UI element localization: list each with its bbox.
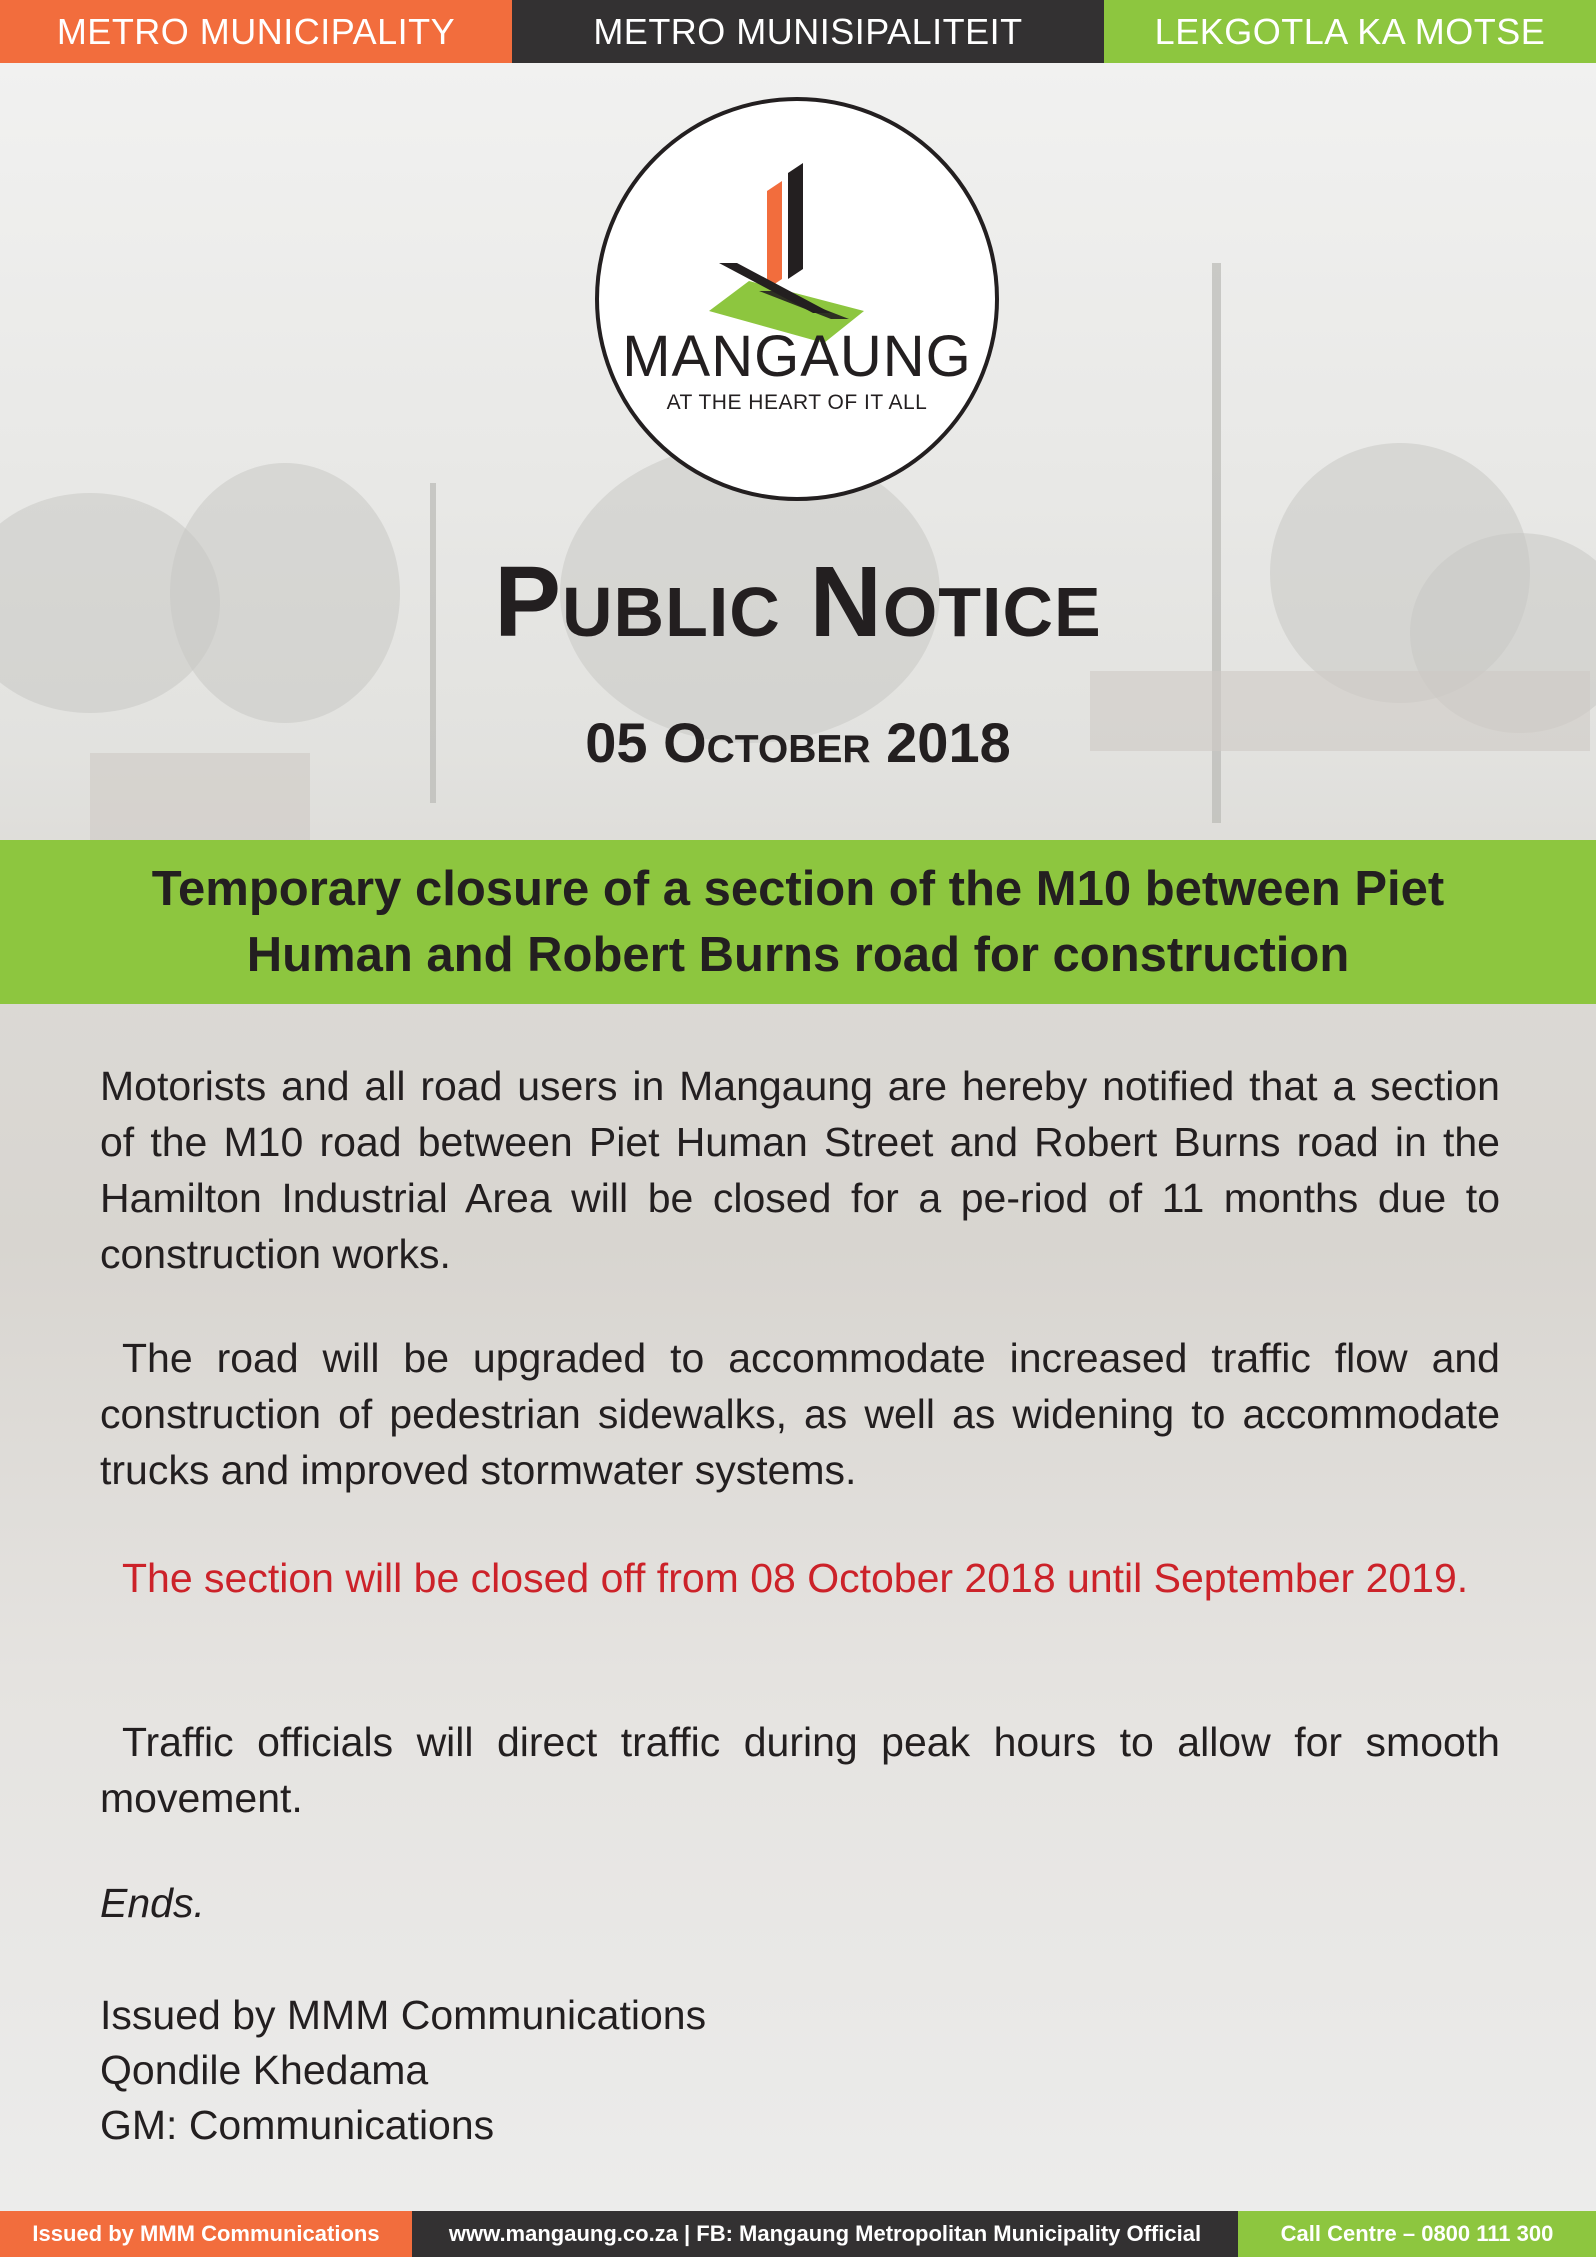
issuer-name: Qondile Khedama bbox=[100, 2047, 429, 2093]
issuer-title: GM: Communications bbox=[100, 2102, 495, 2148]
footer-call-centre: Call Centre – 0800 111 300 bbox=[1238, 2211, 1596, 2257]
top-banner-afrikaans: METRO MUNISIPALITEIT bbox=[512, 0, 1104, 63]
paragraph-closure: Motorists and all road users in Mangaung are hereby notified that a section of the M10 road between Piet Human Street and Robert Burns road in the Hamilton Industrial Area will be closed for a pe-riod of 11 months due to construction works. bbox=[100, 1063, 1500, 1277]
logo-mark-icon bbox=[599, 101, 995, 497]
issuer-block bbox=[100, 1988, 706, 2153]
notice-title: Public Notice bbox=[494, 546, 1102, 658]
paragraph-dates: The section will be closed off from 08 October 2018 until September 2019. bbox=[122, 1555, 1469, 1601]
footer-bar bbox=[0, 2211, 1596, 2257]
headline: Temporary closure of a section of the M10 between Piet Human and Robert Burns road for construction bbox=[151, 862, 1445, 982]
logo-tagline: AT THE HEART OF IT ALL bbox=[666, 391, 928, 414]
mangaung-logo bbox=[595, 97, 999, 501]
ends-marker: Ends. bbox=[100, 1880, 205, 1926]
paragraph-upgrade: The road will be upgraded to accommodate increased traffic flow and construction of pedestrian sidewalks, as well as widening to accommodate trucks and improved stormwater systems. bbox=[100, 1335, 1500, 1493]
footer-website: www.mangaung.co.za | FB: Mangaung Metropolitan Municipality Official bbox=[412, 2211, 1238, 2257]
headline-banner bbox=[0, 840, 1596, 1004]
issuer-line: Issued by MMM Communications bbox=[100, 1992, 707, 2038]
top-banner-english: METRO MUNICIPALITY bbox=[0, 0, 512, 63]
paragraph-traffic: Traffic officials will direct traffic during peak hours to allow for smooth movement. bbox=[100, 1719, 1500, 1821]
notice-date: 05 October 2018 bbox=[585, 711, 1011, 774]
footer-issued-by: Issued by MMM Communications bbox=[0, 2211, 412, 2257]
top-banner-sesotho: LEKGOTLA KA MOTSE bbox=[1104, 0, 1596, 63]
top-banner bbox=[0, 0, 1596, 63]
logo-name: MANGAUNG bbox=[622, 324, 972, 389]
